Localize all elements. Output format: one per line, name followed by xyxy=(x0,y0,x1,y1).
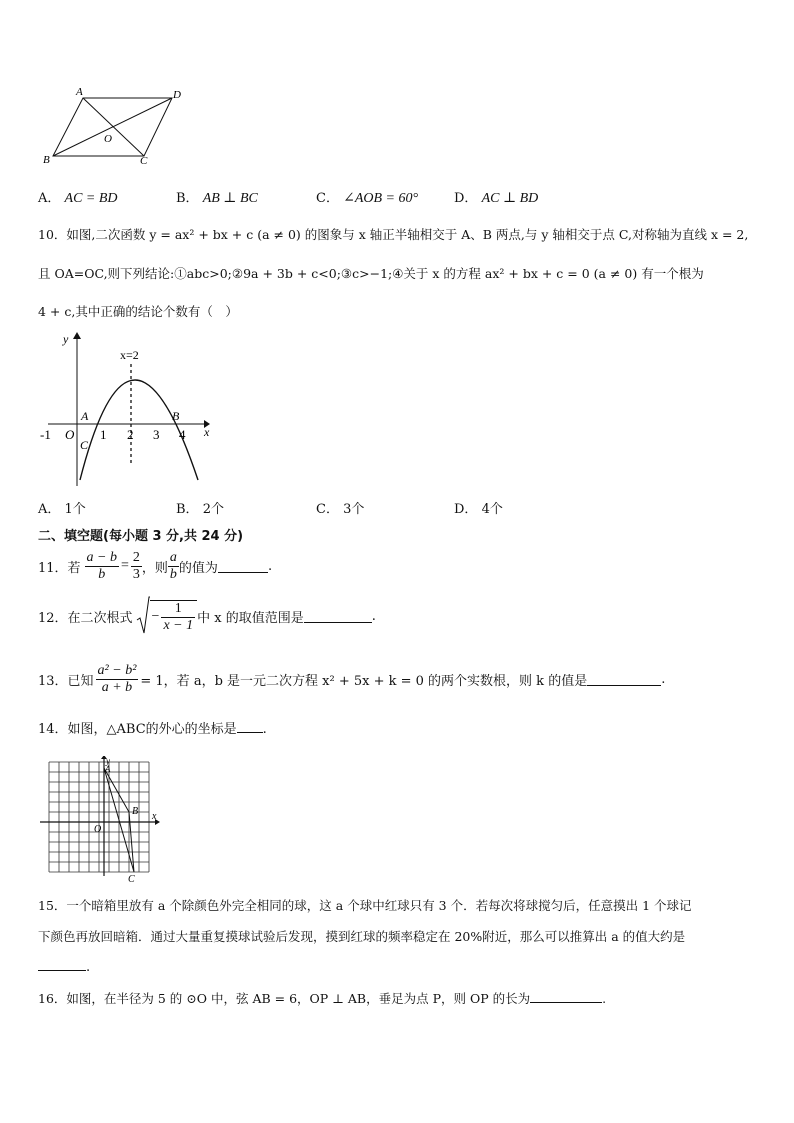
tick-label: -1 xyxy=(40,427,51,442)
option-text: AC = BD xyxy=(64,191,118,206)
fraction xyxy=(131,550,142,583)
origin-label: O xyxy=(65,427,75,442)
y-axis-label: y xyxy=(106,756,110,766)
q13-rest: = 1，若 a，b 是一元二次方程 x² + 5x + k = 0 的两个实数根，则 k 的值是 xyxy=(140,673,588,689)
x-axis-label: x xyxy=(152,811,157,822)
q15-answer-line: . xyxy=(38,958,90,975)
q9-option-b[interactable] xyxy=(176,187,258,207)
fraction xyxy=(96,663,139,696)
q11-connector: ，则 xyxy=(141,560,168,576)
option-label: C． xyxy=(316,502,339,517)
question-16: 16．如图，在半径为 5 的 ⊙O 中，弦 AB = 6，OP ⊥ AB，垂足为点 P，则 OP 的长为 . xyxy=(38,991,607,1006)
q10-option-c[interactable] xyxy=(316,498,364,517)
question-14: 14．如图，△ABC的外心的坐标是 . xyxy=(38,722,267,737)
question-12: 12．在二次根式 − $\frac{1}{x - 1}$ 中 x 的取值范围是 . xyxy=(38,595,376,637)
q10-option-d[interactable] xyxy=(454,498,503,517)
option-text: ∠AOB = 60° xyxy=(343,191,419,206)
option-text: 2个 xyxy=(202,502,224,517)
q10-option-a[interactable] xyxy=(38,498,86,517)
answer-blank[interactable] xyxy=(304,610,372,623)
fraction-numerator: 1 xyxy=(161,601,195,618)
option-label: B． xyxy=(176,502,199,517)
fraction-denominator: 3 xyxy=(132,566,140,582)
option-text: AC ⊥ BD xyxy=(481,191,539,206)
answer-blank[interactable] xyxy=(218,560,268,573)
point-label-d: D xyxy=(173,89,181,101)
q10-stem-line3: 4 + c,其中正确的结论个数有（ ） xyxy=(38,304,238,319)
equals-sign: = xyxy=(121,558,129,573)
answer-blank[interactable] xyxy=(587,673,661,686)
tick-label: 2 xyxy=(127,427,134,442)
answer-blank[interactable] xyxy=(237,720,263,733)
minus-sign: − xyxy=(151,609,160,624)
answer-blank[interactable] xyxy=(38,958,86,971)
fraction-numerator: a xyxy=(169,549,177,565)
q15-line1: 15．一个暗箱里放有 a 个除颜色外完全相同的球，这 a 个球中红球只有 3 个．若每次将球搅匀后，任意摸出 1 个球记 xyxy=(38,898,692,913)
point-label-a: A xyxy=(81,409,89,423)
q9-option-a[interactable] xyxy=(38,187,118,207)
point-label-c: C xyxy=(80,438,89,452)
fraction xyxy=(168,550,179,583)
parabola-graph xyxy=(38,330,218,490)
point-label-b: B xyxy=(43,154,50,166)
fraction-denominator: a + b xyxy=(101,679,133,695)
q9-option-c[interactable] xyxy=(316,187,418,207)
option-text: 1个 xyxy=(64,502,86,517)
option-text: 4个 xyxy=(481,502,503,517)
fraction-numerator: a² − b² xyxy=(97,662,137,678)
origin-label: O xyxy=(94,824,102,835)
point-label-c: C xyxy=(140,155,148,167)
q15-line2: 下颜色再放回暗箱．通过大量重复摸球试验后发现，摸到红球的频率稳定在 20%附近，那么可以推算出 a 的值大约是 xyxy=(38,929,686,944)
option-label: A． xyxy=(38,191,61,206)
point-label-a: A xyxy=(76,86,83,98)
fraction-denominator: b xyxy=(98,566,106,582)
option-text: 3个 xyxy=(343,502,365,517)
option-text: AB ⊥ BC xyxy=(202,191,258,206)
question-13: 13．已知 $\frac{\text{a² − b²}}{a + b}$ = 1，若 a，b 是一元二次方程 x² + 5x + k = 0 的两个实数根，则 k 的值是 . xyxy=(38,662,666,695)
x-axis-label: x xyxy=(204,425,210,439)
q13-prefix: 13．已知 xyxy=(38,673,94,689)
fraction-denominator: b xyxy=(169,566,177,582)
symmetry-line-label: x=2 xyxy=(120,348,139,362)
option-label: D． xyxy=(454,191,478,206)
fraction-numerator: a − b xyxy=(86,549,117,565)
q16-text: 16．如图，在半径为 5 的 ⊙O 中，弦 AB = 6，OP ⊥ AB，垂足为点 P，则 OP 的长为 xyxy=(38,991,531,1006)
option-label: B． xyxy=(176,191,199,206)
point-label-a: A xyxy=(105,764,111,774)
q11-prefix: 11．若 xyxy=(38,560,81,576)
radical-sign-icon xyxy=(136,596,150,636)
q14-text: 14．如图，△ABC的外心的坐标是 xyxy=(38,722,237,737)
fraction-numerator: 2 xyxy=(132,549,140,565)
y-axis-label: y xyxy=(63,332,69,346)
fraction xyxy=(161,601,195,634)
radicand xyxy=(150,600,198,634)
q11-suffix: 的值为 xyxy=(178,560,218,576)
question-11: 11．若 $\frac{a - b}{b}$ = $\frac{2}{3}$ ，则 $\frac{a}{b}$ 的值为 . xyxy=(38,549,273,582)
q9-option-d[interactable] xyxy=(454,187,538,207)
q10-stem-line1: 10．如图,二次函数 y = ax² + bx + c (a ≠ 0) 的图象与 x 轴正半轴相交于 A、B 两点,与 y 轴相交于点 C,对称轴为直线 x = 2, xyxy=(38,227,749,242)
tick-label: 3 xyxy=(153,427,160,442)
grid-coordinate-figure xyxy=(38,756,168,882)
q12-prefix: 12．在二次根式 xyxy=(38,610,133,626)
fraction-denominator: x − 1 xyxy=(163,617,194,633)
point-label-b: B xyxy=(132,806,139,817)
option-label: A． xyxy=(38,502,61,517)
answer-blank[interactable] xyxy=(530,990,602,1003)
parallelogram-figure xyxy=(40,84,190,170)
q12-suffix: 中 x 的取值范围是 xyxy=(197,610,304,626)
section-heading: 二、填空题(每小题 3 分,共 24 分) xyxy=(38,529,244,544)
option-label: D． xyxy=(454,502,478,517)
tick-label: 1 xyxy=(100,427,107,442)
q10-option-b[interactable] xyxy=(176,498,224,517)
option-label: C． xyxy=(316,191,339,206)
point-label-b: B xyxy=(172,409,180,423)
point-label-o: O xyxy=(104,133,112,145)
point-label-c: C xyxy=(128,874,135,882)
tick-label: 4 xyxy=(179,427,186,442)
q10-stem-line2: 且 OA=OC,则下列结论:①abc>0;②9a + 3b + c<0;③c>−1;④关于 x 的方程 ax² + bx + c = 0 (a ≠ 0) 有一个根为 xyxy=(38,266,704,281)
fraction xyxy=(85,550,119,583)
